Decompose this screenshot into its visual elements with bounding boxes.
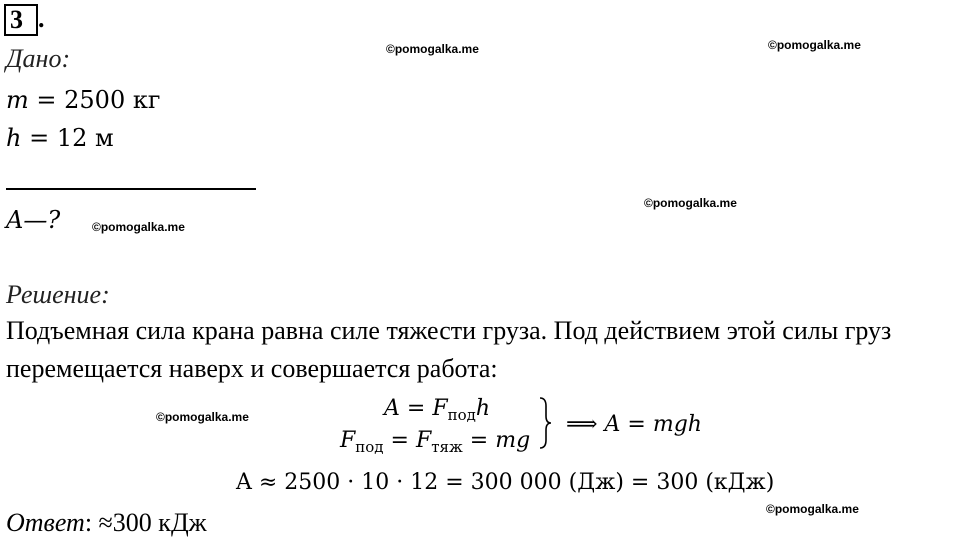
solution-label: Решение: (6, 280, 110, 309)
equation-work (384, 396, 490, 424)
eq1-force-subscript: под (447, 406, 476, 424)
height-variable: h (6, 124, 22, 152)
watermark: ©pomogalka.me (766, 502, 859, 516)
watermark: ©pomogalka.me (644, 196, 737, 210)
eq1-lhs: A (384, 396, 400, 421)
task-number: 3 (10, 5, 23, 34)
height-value: = 12 м (21, 124, 114, 152)
implication-result (566, 412, 702, 437)
eq2-force-lift: F (340, 428, 356, 453)
find-quantity: A—? (6, 206, 61, 234)
implies-arrow: ⟹ (566, 412, 605, 437)
answer-label: Ответ (6, 508, 85, 537)
given-height (6, 124, 114, 152)
watermark: ©pomogalka.me (768, 38, 861, 52)
task-number-dot: . (38, 4, 45, 33)
solution-text-line-2: перемещается наверх и совершается работа: (6, 354, 498, 383)
mass-value: = 2500 кг (28, 86, 161, 114)
given-label: Дано: (6, 44, 71, 73)
calculation-line: A ≈ 2500 · 10 · 12 = 300 000 (Дж) = 300 (кДж) (236, 470, 775, 495)
eq2-equals-1: = (383, 428, 416, 453)
given-divider (6, 188, 256, 190)
eq2-gravity-subscript: тяж (431, 438, 463, 456)
eq2-lift-subscript: под (355, 438, 384, 456)
eq1-height: h (475, 396, 491, 421)
watermark: ©pomogalka.me (386, 42, 479, 56)
eq1-equals: = (399, 396, 433, 421)
given-mass (6, 86, 160, 114)
eq2-force-gravity: F (415, 428, 432, 453)
answer-line (6, 508, 207, 538)
mass-variable: m (6, 86, 29, 114)
eq2-equals-2: = (462, 428, 496, 453)
equation-forces (340, 428, 530, 456)
result-formula: A = mgh (604, 412, 702, 437)
right-brace-icon (538, 396, 552, 450)
watermark: ©pomogalka.me (156, 410, 249, 424)
watermark: ©pomogalka.me (92, 220, 185, 234)
eq2-mg: mg (495, 428, 531, 453)
task-number-box (4, 4, 38, 36)
solution-text-line-1: Подъемная сила крана равна силе тяжести груза. Под действием этой силы груз (6, 316, 892, 345)
eq1-force: F (432, 396, 448, 421)
answer-value: : ≈300 кДж (84, 508, 207, 537)
